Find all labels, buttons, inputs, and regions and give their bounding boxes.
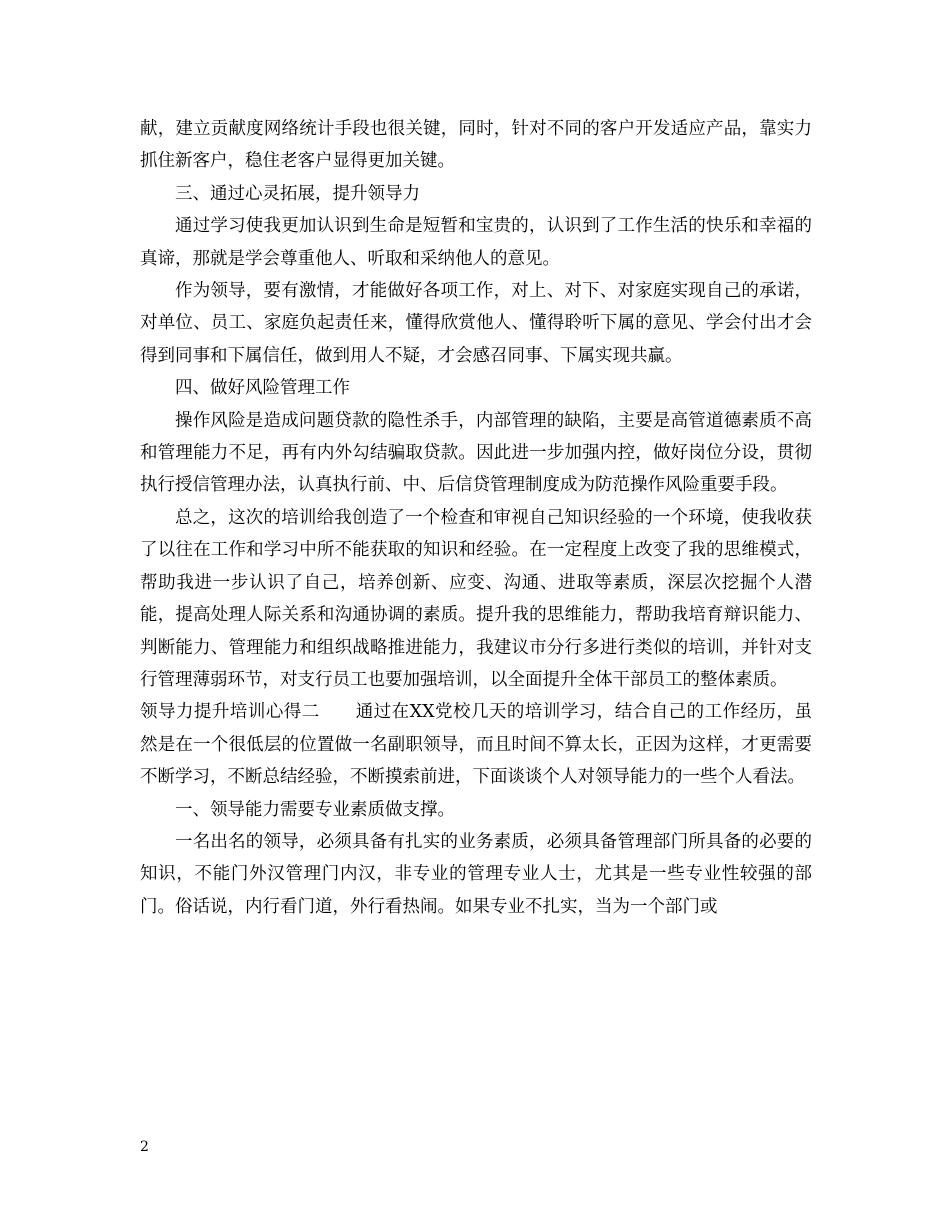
section-heading-3: 三、通过心灵拓展，提升领导力 [175,183,420,204]
article-two-intro: 领导力提升培训心得二 通过在XX党校几天的培训学习，结合自己的工作经历，虽然是在一个很低层的位置做一名副职领导，而且时间不算太长，正因为这样，才更需要不断学习，不断总结经验，不断摸索前进，下面谈谈个人对领导能力的一些个人看法。 [140,702,812,788]
paragraph-continuation: 献，建立贡献度网络统计手段也很关键，同时，针对不同的客户开发适应产品，靠实力抓住新客户，稳住老客户显得更加关键。 [140,119,812,172]
paragraph-summary: 总之，这次的培训给我创造了一个检查和审视自己知识经验的一个环境，使我收获了以往在工作和学习中所不能获取的知识和经验。在一定程度上改变了我的思维模式，帮助我进一步认识了自己，培养创新、应变、沟通、进取等素质，深层次挖掘个人潜能，提高处理人际关系和沟通协调的素质。提升我的思维能力，帮助我培育辩识能力、判断能力、管理能力和组织战略推进能力，我建议市分行多进行类似的培训，并针对支行管理薄弱环节，对支行员工也要加强培训，以全面提升全体干部员工的整体素质。 [140,507,812,690]
paragraph: 作为领导，要有激情，才能做好各项工作，对上、对下、对家庭实现自己的承诺，对单位、员工、家庭负起责任来，懂得欣赏他人、懂得聆听下属的意见、学会付出才会得到同事和下属信任，做到用人不疑，才会感召同事、下属实现共赢。 [140,281,812,366]
paragraph: 通过学习使我更加认识到生命是短暂和宝贵的，认识到了工作生活的快乐和幸福的真谛，那就是学会尊重他人、听取和采纳他人的意见。 [140,216,812,269]
section-heading-4: 四、做好风险管理工作 [175,378,350,399]
paragraph: 操作风险是造成问题贷款的隐性杀手，内部管理的缺陷，主要是高管道德素质不高和管理能力不足，再有内外勾结骗取贷款。因此进一步加强内控，做好岗位分设，贯彻执行授信管理办法，认真执行前、中、后信贷管理制度成为防范操作风险重要手段。 [140,410,812,496]
document-body [140,113,812,923]
paragraph: 一名出名的领导，必须具备有扎实的业务素质，必须具备管理部门所具备的必要的知识，不能门外汉管理门内汉，非专业的管理专业人士，尤其是一些专业性较强的部门。俗话说，内行看门道，外行看热闹。如果专业不扎实，当为一个部门或 [140,831,812,917]
section-heading-1: 一、领导能力需要专业素质做支撑。 [175,799,455,820]
page-number: 2 [140,1139,149,1155]
